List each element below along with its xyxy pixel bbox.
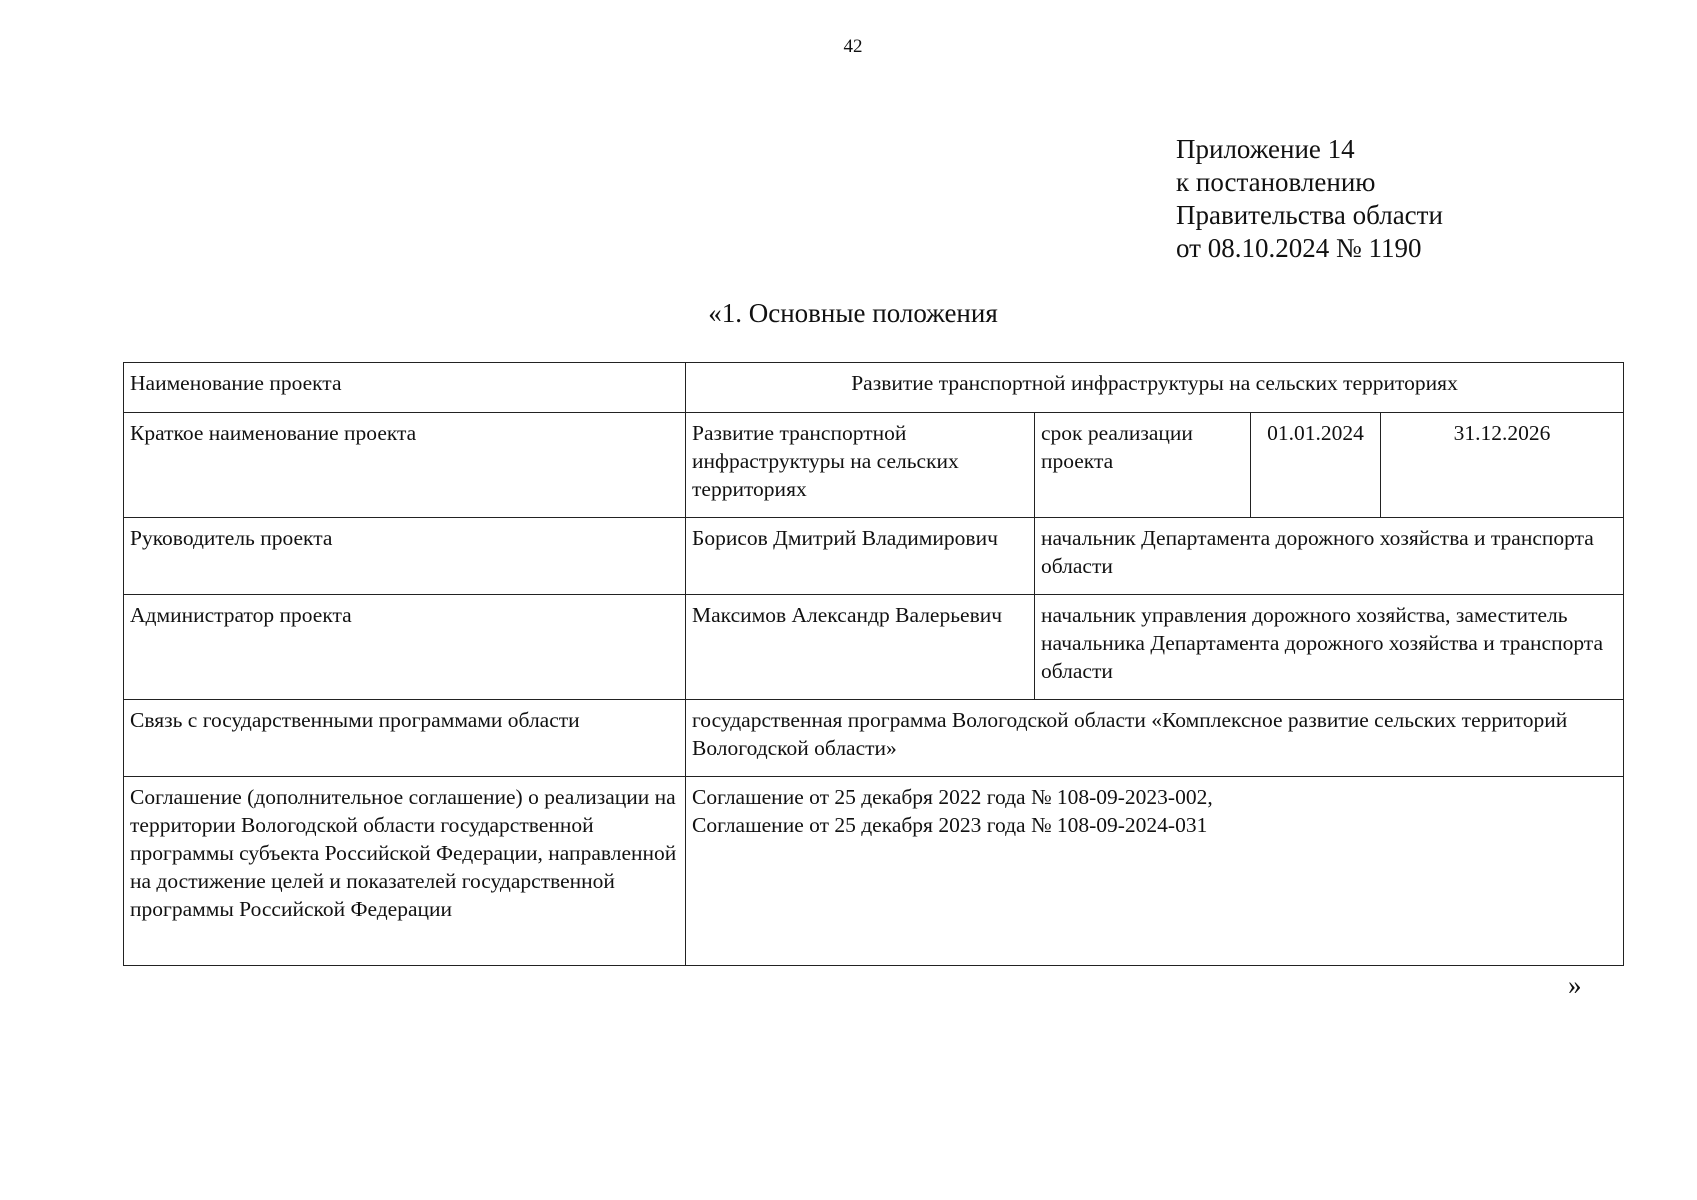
project-admin-name: Максимов Александр Валерьевич bbox=[686, 595, 1035, 700]
project-head-name: Борисов Дмитрий Владимирович bbox=[686, 518, 1035, 595]
short-name-label: Краткое наименование проекта bbox=[124, 413, 686, 518]
state-programs-label: Связь с государственными программами области bbox=[124, 700, 686, 777]
agreement-value bbox=[686, 777, 1624, 966]
table-row bbox=[124, 363, 1624, 413]
project-head-position: начальник Департамента дорожного хозяйства и транспорта области bbox=[1035, 518, 1624, 595]
table-row bbox=[124, 413, 1624, 518]
project-table bbox=[123, 362, 1624, 966]
term-end-date: 31.12.2026 bbox=[1381, 413, 1624, 518]
project-head-label: Руководитель проекта bbox=[124, 518, 686, 595]
project-admin-position: начальник управления дорожного хозяйства, заместитель начальника Департамента дорожного хозяйства и транспорта области bbox=[1035, 595, 1624, 700]
term-label: срок реализации проекта bbox=[1035, 413, 1251, 518]
annex-line-2: к постановлению bbox=[1176, 167, 1376, 197]
project-name-label: Наименование проекта bbox=[124, 363, 686, 413]
closing-quote: » bbox=[1568, 970, 1582, 1000]
annex-line-3: Правительства области bbox=[1176, 200, 1443, 230]
term-start-date: 01.01.2024 bbox=[1251, 413, 1381, 518]
table-row bbox=[124, 595, 1624, 700]
agreement-1: Соглашение от 25 декабря 2022 года № 108-09-2023-002, bbox=[692, 785, 1213, 809]
table-row bbox=[124, 518, 1624, 595]
table-row bbox=[124, 700, 1624, 777]
table-row bbox=[124, 777, 1624, 966]
project-admin-label: Администратор проекта bbox=[124, 595, 686, 700]
short-name-value: Развитие транспортной инфраструктуры на сельских территориях bbox=[686, 413, 1035, 518]
annex-header bbox=[1176, 133, 1443, 265]
annex-line-1: Приложение 14 bbox=[1176, 134, 1355, 164]
page-number: 42 bbox=[843, 36, 863, 57]
agreement-label: Соглашение (дополнительное соглашение) о реализации на территории Вологодской области государственной программы субъекта Российской Федерации, направленной на достижение целей и показателей государственной программы Российской Федерации bbox=[124, 777, 686, 966]
project-name-value: Развитие транспортной инфраструктуры на сельских территориях bbox=[686, 363, 1624, 413]
state-programs-value: государственная программа Вологодской области «Комплексное развитие сельских территорий Вологодской области» bbox=[686, 700, 1624, 777]
section-title: «1. Основные положения bbox=[708, 298, 998, 328]
agreement-2: Соглашение от 25 декабря 2023 года № 108-09-2024-031 bbox=[692, 813, 1208, 837]
annex-line-4: от 08.10.2024 № 1190 bbox=[1176, 233, 1422, 263]
